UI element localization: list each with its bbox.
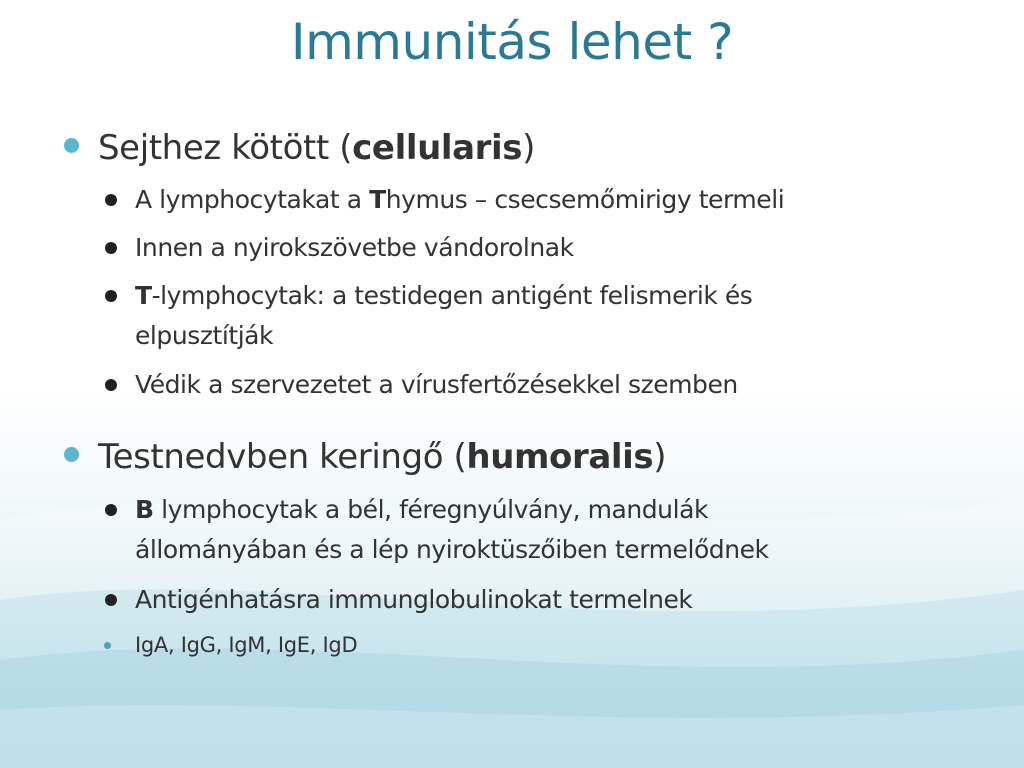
bullet-icon [105,242,117,254]
item-text: lymphocytak a bél, féregnyúlvány, mandulák [153,495,708,524]
list-item: Antigénhatásra immunglobulinokat termelnek [135,585,693,614]
heading-bold: humoralis [466,437,654,477]
heading-close: ) [522,128,536,168]
item-bold: T [135,281,152,310]
bullet-icon [105,194,117,206]
section-heading-humoral [98,437,666,477]
heading-bold: cellularis [352,128,523,168]
list-item [135,180,784,220]
item-bold: B [135,495,154,524]
bullet-icon [105,379,117,391]
bullet-icon [64,138,79,153]
item-text: A lymphocytakat a [135,185,370,214]
bullet-icon [105,594,117,606]
bullet-icon [105,290,117,302]
list-item-continuation: állományában és a lép nyiroktüszőiben termelődnek [135,535,769,564]
list-item [135,490,708,530]
bullet-icon [64,447,79,462]
list-item: Védik a szervezetet a vírusfertőzésekkel szemben [135,370,738,399]
heading-text: Sejthez kötött ( [98,128,353,168]
item-text: hymus – csecsemőmirigy termeli [385,185,785,214]
list-item: Innen a nyirokszövetbe vándorolnak [135,233,574,262]
item-text: -lymphocytak: a testidegen antigént felismerik és [151,281,753,310]
section-heading-cellular [98,128,535,168]
heading-text: Testnedvben keringő ( [98,437,467,477]
list-item: IgA, IgG, IgM, IgE, IgD [135,633,358,657]
item-bold: T [369,185,386,214]
heading-close: ) [653,437,667,477]
bullet-icon [104,642,111,649]
slide-title: Immunitás lehet ? [290,13,734,71]
bullet-icon [105,504,117,516]
list-item-continuation: elpusztítják [135,321,274,350]
list-item [135,276,752,316]
